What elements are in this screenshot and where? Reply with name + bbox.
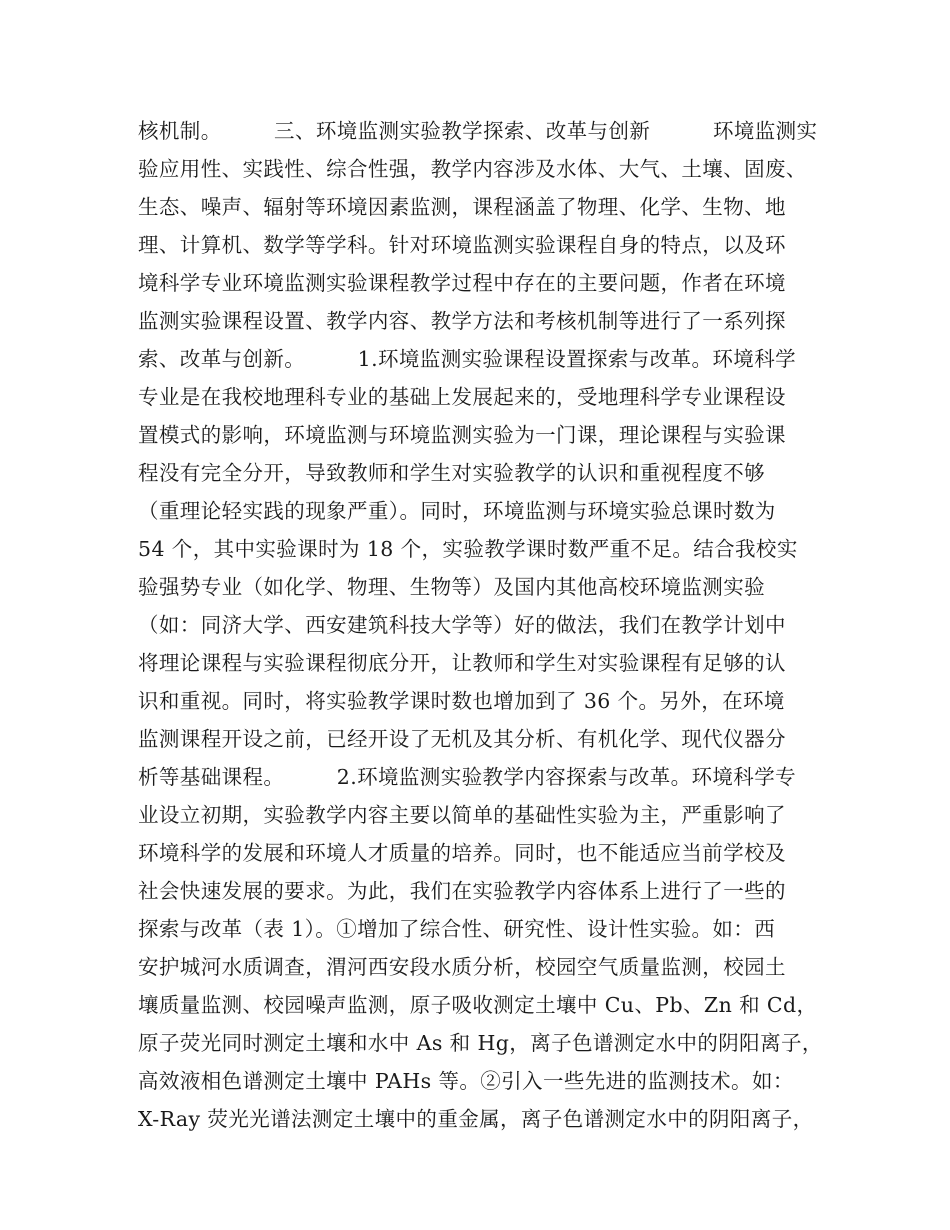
body-text bbox=[138, 112, 828, 1138]
text-line: 专业是在我校地理科专业的基础上发展起来的，受地理科学专业课程设 bbox=[138, 385, 786, 409]
text-line: 识和重视。同时，将实验教学课时数也增加到了 36 个。另外，在环境 bbox=[138, 689, 785, 713]
text-line: （重理论轻实践的现象严重）。同时，环境监测与环境实验总课时数为 bbox=[138, 499, 776, 523]
text-line: （如：同济大学、西安建筑科技大学等）好的做法，我们在教学计划中 bbox=[138, 613, 786, 637]
text-line: 社会快速发展的要求。为此，我们在实验教学内容体系上进行了一些的 bbox=[138, 879, 786, 903]
text-line: 高效液相色谱测定土壤中 PAHs 等。②引入一些先进的监测技术。如： bbox=[138, 1069, 794, 1093]
text-line: 安护城河水质调查，渭河西安段水质分析，校园空气质量监测，校园土 bbox=[138, 955, 786, 979]
text-line: 验强势专业（如化学、物理、生物等）及国内其他高校环境监测实验 bbox=[138, 575, 765, 599]
text-line: 析等基础课程。 2.环境监测实验教学内容探索与改革。环境科学专 bbox=[138, 765, 797, 789]
text-line: 壤质量监测、校园噪声监测，原子吸收测定土壤中 Cu、Pb、Zn 和 Cd， bbox=[138, 993, 818, 1017]
text-line: 核机制。 三、环境监测实验教学探索、改革与创新 环境监测实 bbox=[138, 119, 818, 143]
text-line: 程没有完全分开，导致教师和学生对实验教学的认识和重视程度不够 bbox=[138, 461, 765, 485]
text-line: 生态、噪声、辐射等环境因素监测，课程涵盖了物理、化学、生物、地 bbox=[138, 195, 786, 219]
text-line: 将理论课程与实验课程彻底分开，让教师和学生对实验课程有足够的认 bbox=[138, 651, 786, 675]
text-line: 环境科学的发展和环境人才质量的培养。同时，也不能适应当前学校及 bbox=[138, 841, 786, 865]
text-line: 原子荧光同时测定土壤和水中 As 和 Hg，离子色谱测定水中的阴阳离子， bbox=[138, 1031, 823, 1055]
text-line: 索、改革与创新。 1.环境监测实验课程设置探索与改革。环境科学 bbox=[138, 347, 797, 371]
text-line: 监测实验课程设置、教学内容、教学方法和考核机制等进行了一系列探 bbox=[138, 309, 786, 333]
text-line: 验应用性、实践性、综合性强，教学内容涉及水体、大气、土壤、固废、 bbox=[138, 157, 807, 181]
text-line: 监测课程开设之前，已经开设了无机及其分析、有机化学、现代仪器分 bbox=[138, 727, 786, 751]
text-line: 理、计算机、数学等学科。针对环境监测实验课程自身的特点，以及环 bbox=[138, 233, 786, 257]
text-line: X-Ray 荧光光谱法测定土壤中的重金属，离子色谱测定水中的阴阳离子， bbox=[138, 1107, 814, 1131]
text-line: 业设立初期，实验教学内容主要以简单的基础性实验为主，严重影响了 bbox=[138, 803, 786, 827]
text-line: 置模式的影响，环境监测与环境监测实验为一门课，理论课程与实验课 bbox=[138, 423, 786, 447]
text-line: 境科学专业环境监测实验课程教学过程中存在的主要问题，作者在环境 bbox=[138, 271, 786, 295]
text-line: 探索与改革（表 1）。①增加了综合性、研究性、设计性实验。如：西 bbox=[138, 917, 776, 941]
text-line: 54 个，其中实验课时为 18 个，实验教学课时数严重不足。结合我校实 bbox=[138, 537, 798, 561]
